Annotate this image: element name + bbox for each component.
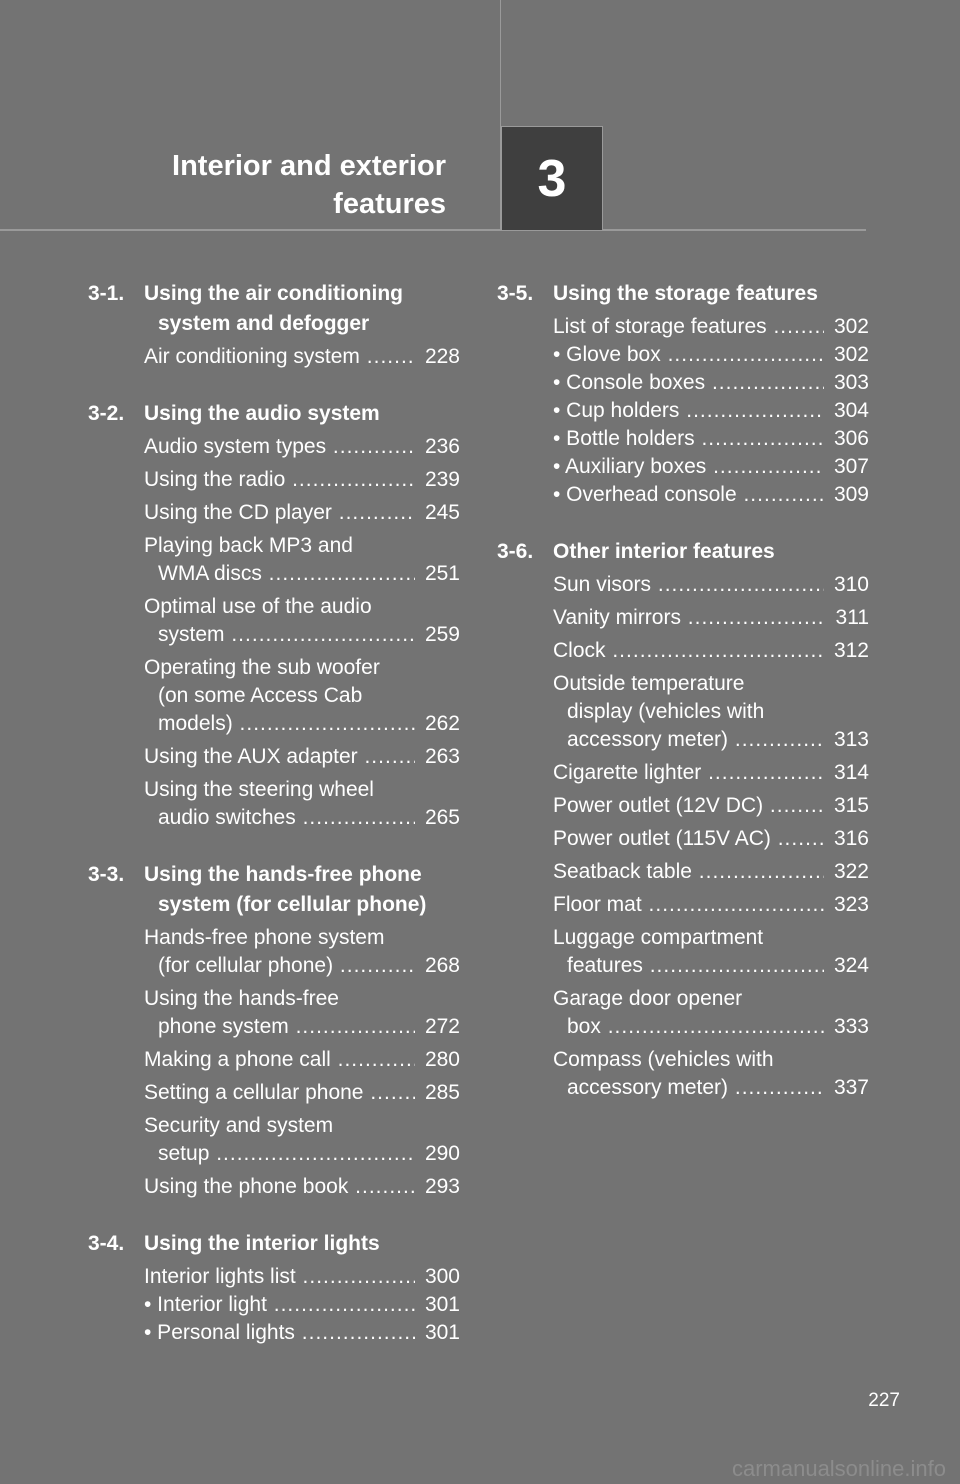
entry-label: Using the CD player ..... bbox=[144, 501, 415, 524]
entry-label-line: (for cellular phone) ..... bbox=[144, 952, 415, 980]
entry-page-number: 259 bbox=[424, 623, 460, 646]
section-title-line: Using the storage features bbox=[553, 282, 818, 305]
entry-label: Using the radio ..... bbox=[144, 468, 415, 491]
entry-text bbox=[553, 759, 824, 787]
entry-label-line: Using the steering wheel bbox=[144, 778, 374, 801]
entry-label-line: features ..... bbox=[553, 952, 824, 980]
entry-page-number: 280 bbox=[424, 1048, 460, 1071]
entry-label-multiline bbox=[553, 924, 824, 980]
toc-section bbox=[497, 279, 869, 509]
chapter-title bbox=[172, 147, 446, 223]
entry-page-number: 303 bbox=[833, 371, 869, 394]
entry-page-number: 272 bbox=[424, 1015, 460, 1038]
entry-text bbox=[144, 1173, 415, 1201]
entry-text bbox=[553, 670, 824, 754]
section-title-line: Using the air conditioning bbox=[144, 282, 403, 305]
entry-label-line: WMA discs ..... bbox=[144, 560, 415, 588]
toc-section bbox=[88, 860, 460, 1201]
entry-label: Sun visors ..... bbox=[553, 573, 824, 596]
entry-text bbox=[144, 1079, 415, 1107]
entry-page-number: 245 bbox=[424, 501, 460, 524]
section-title-line: system (for cellular phone) bbox=[158, 893, 427, 916]
toc-entry[interactable] bbox=[144, 593, 460, 649]
section-entries bbox=[144, 343, 460, 371]
entry-label-line: (on some Access Cab bbox=[158, 684, 363, 707]
entry-label-line: Outside temperature bbox=[553, 672, 745, 695]
toc-entry[interactable] bbox=[553, 369, 869, 397]
section-entries bbox=[553, 313, 869, 509]
entry-page-number: 236 bbox=[424, 435, 460, 458]
entry-label: Vanity mirrors ..... bbox=[553, 606, 826, 629]
chapter-number: 3 bbox=[537, 149, 567, 208]
entry-page-number: 309 bbox=[833, 483, 869, 506]
chapter-title-line-1: Interior and exterior bbox=[172, 150, 446, 182]
toc-entry[interactable] bbox=[553, 637, 869, 665]
entry-text bbox=[553, 604, 826, 632]
section-number: 3-3. bbox=[88, 863, 125, 886]
section-heading bbox=[88, 860, 460, 920]
toc-entry[interactable] bbox=[144, 1112, 460, 1168]
toc-entry[interactable] bbox=[144, 343, 460, 371]
entry-label-multiline bbox=[144, 1112, 415, 1168]
toc-section bbox=[88, 399, 460, 832]
entry-label-line: Optimal use of the audio bbox=[144, 595, 372, 618]
entry-label: Power outlet (12V DC) ..... bbox=[553, 794, 824, 817]
entry-label: Clock ..... bbox=[553, 639, 824, 662]
section-entries bbox=[144, 924, 460, 1201]
page-number: 227 bbox=[868, 1390, 900, 1411]
entry-text bbox=[553, 313, 824, 341]
entry-label: Making a phone call ..... bbox=[144, 1048, 415, 1071]
entry-page-number: 323 bbox=[833, 893, 869, 916]
toc-entry[interactable] bbox=[553, 604, 869, 632]
entry-text bbox=[144, 532, 415, 588]
entry-label: Interior lights list ..... bbox=[144, 1265, 415, 1288]
entry-page-number: 262 bbox=[424, 712, 460, 735]
entry-label: • Glove box ..... bbox=[553, 343, 824, 366]
entry-text bbox=[553, 1046, 824, 1102]
entry-page-number: 263 bbox=[424, 745, 460, 768]
entry-label-line: audio switches ..... bbox=[144, 804, 415, 832]
section-title bbox=[144, 860, 460, 920]
entry-page-number: 265 bbox=[424, 806, 460, 829]
entry-label-line: setup ..... bbox=[144, 1140, 415, 1168]
section-title-line: Using the audio system bbox=[144, 402, 380, 425]
section-title bbox=[553, 279, 869, 309]
entry-label: Power outlet (115V AC) ..... bbox=[553, 827, 824, 850]
entry-text bbox=[553, 453, 824, 481]
section-number: 3-1. bbox=[88, 282, 125, 305]
entry-label-multiline bbox=[144, 532, 415, 588]
entry-label: List of storage features ..... bbox=[553, 315, 824, 338]
entry-page-number: 322 bbox=[833, 860, 869, 883]
entry-label: Setting a cellular phone ..... bbox=[144, 1081, 415, 1104]
entry-label: • Cup holders ..... bbox=[553, 399, 824, 422]
section-entries bbox=[144, 1263, 460, 1347]
entry-label-multiline bbox=[553, 1046, 824, 1102]
toc-entry[interactable] bbox=[553, 891, 869, 919]
entry-page-number: 337 bbox=[833, 1076, 869, 1099]
toc-entry[interactable] bbox=[144, 1046, 460, 1074]
entry-page-number: 315 bbox=[833, 794, 869, 817]
entry-text bbox=[144, 343, 415, 371]
entry-label: Audio system types ..... bbox=[144, 435, 415, 458]
entry-page-number: 304 bbox=[833, 399, 869, 422]
toc-entry[interactable] bbox=[144, 1263, 460, 1291]
entry-text bbox=[553, 637, 824, 665]
entry-text bbox=[144, 1263, 415, 1291]
entry-text bbox=[144, 654, 415, 738]
entry-label: Using the phone book ..... bbox=[144, 1175, 415, 1198]
entry-label-multiline bbox=[144, 654, 415, 738]
toc-entry[interactable] bbox=[144, 433, 460, 461]
section-title-line: Using the hands-free phone bbox=[144, 863, 422, 886]
entry-text bbox=[144, 985, 415, 1041]
entry-page-number: 285 bbox=[424, 1081, 460, 1104]
toc-entry[interactable] bbox=[553, 759, 869, 787]
entry-label: Using the AUX adapter ..... bbox=[144, 745, 415, 768]
toc-entry[interactable] bbox=[553, 792, 869, 820]
section-number: 3-4. bbox=[88, 1232, 125, 1255]
entry-text bbox=[553, 369, 824, 397]
entry-page-number: 228 bbox=[424, 345, 460, 368]
entry-label: Cigarette lighter ..... bbox=[553, 761, 824, 784]
entry-label-line: Garage door opener bbox=[553, 987, 743, 1010]
entry-label-multiline bbox=[144, 776, 415, 832]
entry-text bbox=[553, 397, 824, 425]
entry-label: • Overhead console ..... bbox=[553, 483, 824, 506]
entry-page-number: 302 bbox=[833, 315, 869, 338]
toc-entry[interactable] bbox=[144, 532, 460, 588]
entry-page-number: 333 bbox=[833, 1015, 869, 1038]
toc-entry[interactable] bbox=[553, 1046, 869, 1102]
entry-label-multiline bbox=[553, 670, 824, 754]
toc-entry[interactable] bbox=[144, 985, 460, 1041]
header-horizontal-rule bbox=[0, 229, 866, 231]
entry-label-multiline bbox=[144, 593, 415, 649]
toc-entry[interactable] bbox=[553, 571, 869, 599]
section-heading bbox=[88, 399, 460, 429]
entry-label-multiline bbox=[144, 924, 415, 980]
toc-entry[interactable] bbox=[553, 670, 869, 754]
toc-section bbox=[88, 279, 460, 371]
entry-page-number: 300 bbox=[424, 1265, 460, 1288]
toc-entry[interactable] bbox=[144, 1319, 460, 1347]
toc-entry[interactable] bbox=[144, 1173, 460, 1201]
entry-page-number: 301 bbox=[424, 1321, 460, 1344]
section-entries bbox=[553, 571, 869, 1102]
entry-label-line: models) ..... bbox=[144, 710, 415, 738]
section-heading bbox=[88, 279, 460, 339]
toc-entry[interactable] bbox=[553, 825, 869, 853]
entry-label: • Auxiliary boxes ..... bbox=[553, 455, 824, 478]
entry-page-number: 251 bbox=[424, 562, 460, 585]
watermark: carmanualsonline.info bbox=[731, 1456, 946, 1481]
entry-label: Floor mat ..... bbox=[553, 893, 824, 916]
section-title bbox=[144, 399, 460, 429]
section-title bbox=[553, 537, 869, 567]
toc-entry[interactable] bbox=[553, 924, 869, 980]
entry-page-number: 313 bbox=[833, 728, 869, 751]
entry-label-line: Playing back MP3 and bbox=[144, 534, 353, 557]
entry-label-line: Security and system bbox=[144, 1114, 334, 1137]
section-heading bbox=[497, 537, 869, 567]
entry-label: • Console boxes ..... bbox=[553, 371, 824, 394]
entry-label-line: phone system ..... bbox=[144, 1013, 415, 1041]
section-title-line: Using the interior lights bbox=[144, 1232, 380, 1255]
entry-text bbox=[553, 891, 824, 919]
entry-label-line: Hands-free phone system bbox=[144, 926, 385, 949]
entry-label-line: Using the hands-free bbox=[144, 987, 339, 1010]
entry-page-number: 316 bbox=[833, 827, 869, 850]
entry-text bbox=[553, 924, 824, 980]
toc-right-column bbox=[497, 279, 869, 1130]
entry-label: • Interior light ..... bbox=[144, 1293, 415, 1316]
toc-entry[interactable] bbox=[553, 341, 869, 369]
entry-label: • Bottle holders ..... bbox=[553, 427, 824, 450]
entry-text bbox=[553, 792, 824, 820]
entry-label-line: Compass (vehicles with bbox=[553, 1048, 774, 1071]
entry-text bbox=[553, 341, 824, 369]
entry-label-line: system ..... bbox=[144, 621, 415, 649]
entry-label: Seatback table ..... bbox=[553, 860, 824, 883]
entry-label: • Personal lights ..... bbox=[144, 1321, 415, 1344]
entry-label-line: display (vehicles with bbox=[567, 700, 765, 723]
entry-label-line: Luggage compartment bbox=[553, 926, 764, 949]
toc-entry[interactable] bbox=[553, 985, 869, 1041]
entry-page-number: 268 bbox=[424, 954, 460, 977]
entry-page-number: 312 bbox=[833, 639, 869, 662]
toc-left-column bbox=[88, 279, 460, 1375]
entry-text bbox=[144, 1112, 415, 1168]
entry-text bbox=[553, 571, 824, 599]
entry-text bbox=[144, 433, 415, 461]
entry-label-line: Operating the sub woofer bbox=[144, 656, 380, 679]
section-title-line: system and defogger bbox=[158, 312, 370, 335]
entry-page-number: 314 bbox=[833, 761, 869, 784]
toc-entry[interactable] bbox=[144, 1079, 460, 1107]
entry-page-number: 301 bbox=[424, 1293, 460, 1316]
entry-text bbox=[553, 858, 824, 886]
toc-entry[interactable] bbox=[553, 481, 869, 509]
entry-text bbox=[144, 743, 415, 771]
entry-text bbox=[144, 593, 415, 649]
toc-entry[interactable] bbox=[144, 1291, 460, 1319]
section-heading bbox=[497, 279, 869, 309]
section-title bbox=[144, 1229, 460, 1259]
chapter-number-tab bbox=[501, 126, 603, 230]
section-number: 3-2. bbox=[88, 402, 125, 425]
toc-entry[interactable] bbox=[144, 654, 460, 738]
section-number: 3-5. bbox=[497, 282, 534, 305]
toc-entry[interactable] bbox=[553, 453, 869, 481]
section-title bbox=[144, 279, 460, 339]
entry-text bbox=[144, 1319, 415, 1347]
toc-section bbox=[88, 1229, 460, 1347]
entry-text bbox=[144, 776, 415, 832]
toc-section bbox=[497, 537, 869, 1102]
toc-entry[interactable] bbox=[144, 466, 460, 494]
entry-label: Air conditioning system ..... bbox=[144, 345, 415, 368]
entry-label-line: accessory meter) ..... bbox=[553, 726, 824, 754]
entry-label-multiline bbox=[144, 985, 415, 1041]
toc-entry[interactable] bbox=[144, 743, 460, 771]
section-entries bbox=[144, 433, 460, 832]
entry-label-line: box ..... bbox=[553, 1013, 824, 1041]
entry-text bbox=[553, 425, 824, 453]
entry-text bbox=[553, 825, 824, 853]
entry-page-number: 310 bbox=[833, 573, 869, 596]
entry-label-multiline bbox=[553, 985, 824, 1041]
toc-entry[interactable] bbox=[144, 776, 460, 832]
entry-text bbox=[144, 924, 415, 980]
entry-text bbox=[553, 985, 824, 1041]
toc-entry[interactable] bbox=[553, 858, 869, 886]
entry-page-number: 239 bbox=[424, 468, 460, 491]
entry-page-number: 324 bbox=[833, 954, 869, 977]
entry-text bbox=[144, 1046, 415, 1074]
entry-page-number: 306 bbox=[833, 427, 869, 450]
toc-entry[interactable] bbox=[553, 313, 869, 341]
entry-text bbox=[144, 1291, 415, 1319]
entry-label-line: accessory meter) ..... bbox=[553, 1074, 824, 1102]
toc-entry[interactable] bbox=[553, 397, 869, 425]
entry-page-number: 302 bbox=[833, 343, 869, 366]
entry-text bbox=[144, 499, 415, 527]
section-heading bbox=[88, 1229, 460, 1259]
chapter-title-line-2: features bbox=[333, 188, 446, 220]
entry-page-number: 290 bbox=[424, 1142, 460, 1165]
entry-text bbox=[144, 466, 415, 494]
entry-page-number: 307 bbox=[833, 455, 869, 478]
section-title-line: Other interior features bbox=[553, 540, 775, 563]
entry-page-number: 293 bbox=[424, 1175, 460, 1198]
entry-page-number: 311 bbox=[835, 606, 869, 629]
toc-entry[interactable] bbox=[144, 499, 460, 527]
toc-entry[interactable] bbox=[144, 924, 460, 980]
section-number: 3-6. bbox=[497, 540, 534, 563]
entry-text bbox=[553, 481, 824, 509]
toc-entry[interactable] bbox=[553, 425, 869, 453]
